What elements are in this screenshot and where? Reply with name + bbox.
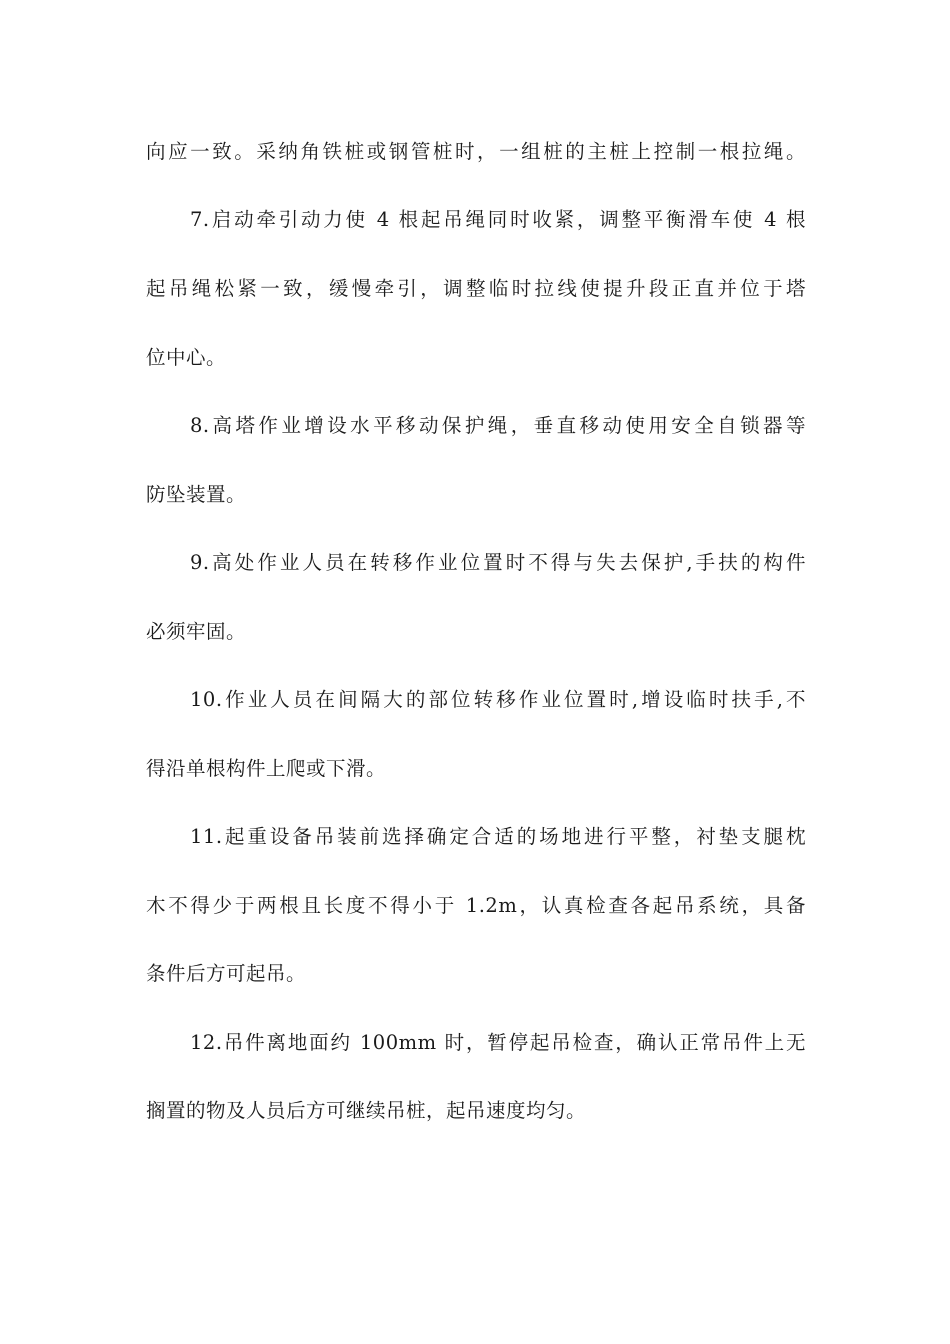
text-line: 11.起重设备吊装前选择确定合适的场地进行平整，衬垫支腿枕 <box>190 825 806 848</box>
text-line: 位中心。 <box>146 346 227 369</box>
text-line: 向应一致。采纳角铁桩或钢管桩时，一组桩的主桩上控制一根拉绳。 <box>146 140 806 163</box>
text-line: 条件后方可起吊。 <box>146 962 307 985</box>
text-line: 7.启动牵引动力使 4 根起吊绳同时收紧，调整平衡滑车使 4 根 <box>190 208 806 231</box>
text-line: 必须牢固。 <box>146 620 247 643</box>
text-line: 搁置的物及人员后方可继续吊桩，起吊速度均匀。 <box>146 1099 587 1122</box>
text-line: 10.作业人员在间隔大的部位转移作业位置时,增设临时扶手,不 <box>190 688 806 711</box>
text-line: 8.高塔作业增设水平移动保护绳，垂直移动使用安全自锁器等 <box>190 414 806 437</box>
text-line: 12.吊件离地面约 100mm 时，暂停起吊检查，确认正常吊件上无 <box>190 1031 806 1054</box>
text-line: 防坠装置。 <box>146 483 247 506</box>
text-line: 得沿单根构件上爬或下滑。 <box>146 757 387 780</box>
text-line: 9.高处作业人员在转移作业位置时不得与失去保护,手扶的构件 <box>190 551 806 574</box>
text-line: 木不得少于两根且长度不得小于 1.2m，认真检查各起吊系统，具备 <box>146 894 806 917</box>
text-line: 起吊绳松紧一致，缓慢牵引，调整临时拉线使提升段正直并位于塔 <box>146 277 806 300</box>
